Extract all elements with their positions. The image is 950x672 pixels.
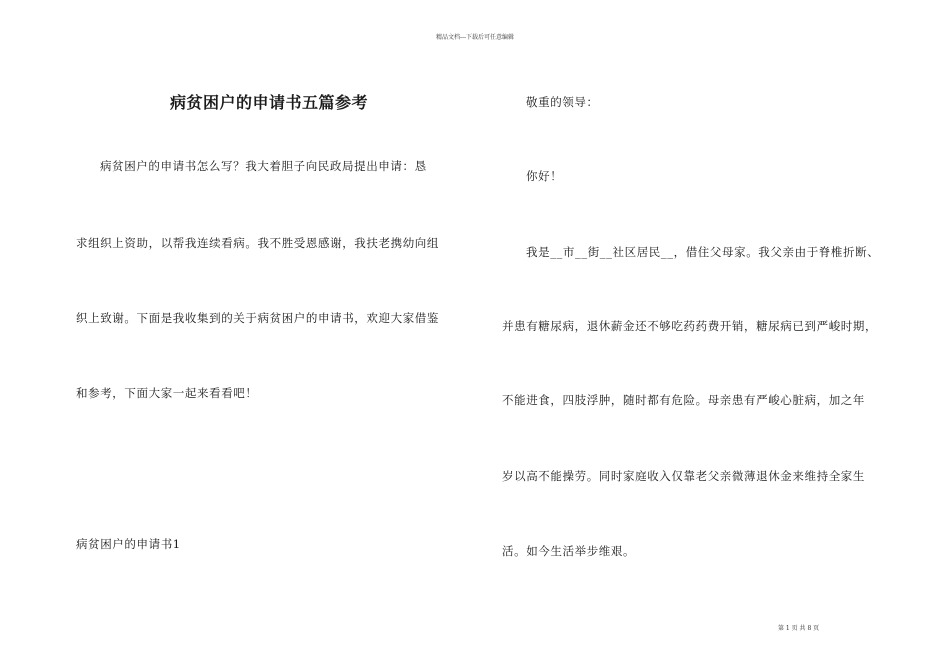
paragraph-line: 求组织上资助，以帮我连续看病。我不胜受恩感谢，我扶老携幼向组 <box>76 236 439 250</box>
paragraph-line: 病贫困户的申请书怎么写？我大着胆子向民政局提出申请：恳 <box>100 159 427 173</box>
document-title: 病贫困户的申请书五篇参考 <box>169 93 368 112</box>
paragraph-line: 岁以高不能操劳。同时家庭收入仅靠老父亲微薄退休金来维持全家生 <box>502 469 865 483</box>
paragraph-line: 和参考，下面大家一起来看看吧！ <box>76 386 258 400</box>
section-heading: 病贫困户的申请书1 <box>76 537 181 551</box>
right-column <box>502 0 894 672</box>
paragraph-line: 活。如今生活举步维艰。 <box>502 544 636 558</box>
paragraph-line: 不能进食，四肢浮肿，随时都有危险。母亲患有严峻心脏病，加之年 <box>502 393 865 407</box>
greeting: 你好！ <box>526 169 563 183</box>
page-number: 第 1 页 共 8 页 <box>778 625 820 632</box>
page-header: 精品文档---下载后可任意编辑 <box>435 34 515 41</box>
paragraph-line: 并患有糖尿病，退休薪金还不够吃药药费开销，糖尿病已到严峻时期， <box>502 319 878 333</box>
paragraph-line: 我是__市__街__社区居民__，借住父母家。我父亲由于脊椎折断、 <box>526 245 880 259</box>
salutation: 敬重的领导： <box>526 95 599 109</box>
left-column <box>76 0 462 672</box>
paragraph-line: 织上致谢。下面是我收集到的关于病贫困户的申请书，欢迎大家借鉴 <box>76 311 439 325</box>
